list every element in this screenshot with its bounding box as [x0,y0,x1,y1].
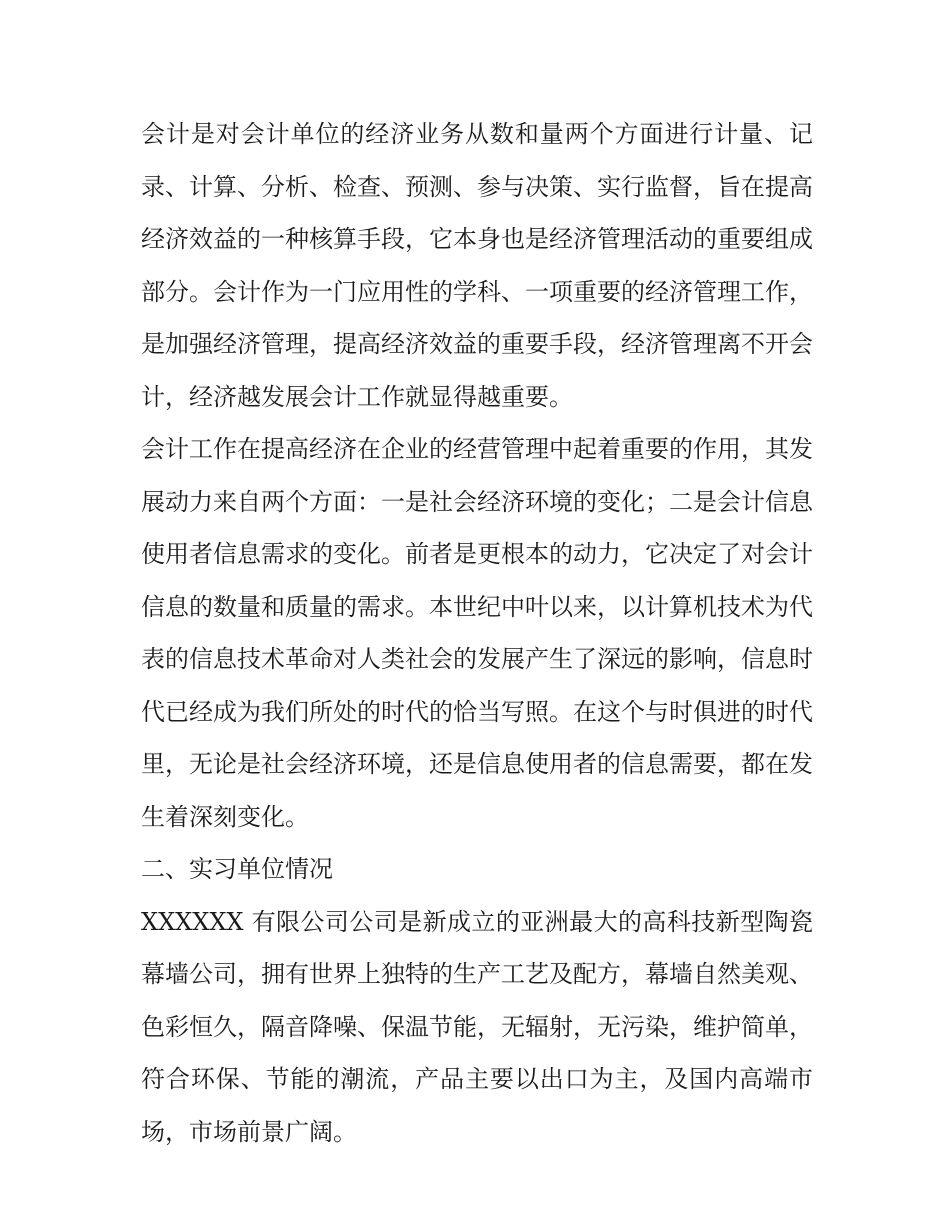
paragraph-company-description: XXXXXX 有限公司公司是新成立的亚洲最大的高科技新型陶瓷幕墙公司，拥有世界上独特的生产工艺及配方，幕墙自然美观、色彩恒久，隔音降噪、保温节能，无辐射，无污染，维护简单，符合环保、节能的潮流，产品主要以出口为主，及国内高端市场，市场前景广阔。 [141,907,813,1146]
paragraph-accounting-definition: 会计是对会计单位的经济业务从数和量两个方面进行计量、记录、计算、分析、检查、预测、参与决策、实行监督，旨在提高经济效益的一种核算手段，它本身也是经济管理活动的重要组成部分。会计作为一门应用性的学科、一项重要的经济管理工作，是加强经济管理，提高经济效益的重要手段，经济管理离不开会计，经济越发展会计工作就显得越重要。 [141,120,813,411]
paragraph-accounting-development: 会计工作在提高经济在企业的经营管理中起着重要的作用，其发展动力来自两个方面：一是社会经济环境的变化；二是会计信息使用者信息需求的变化。前者是更根本的动力，它决定了对会计信息的数量和质量的需求。本世纪中叶以来，以计算机技术为代表的信息技术革命对人类社会的发展产生了深远的影响，信息时代已经成为我们所处的时代的恰当写照。在这个与时俱进的时代里，无论是社会经济环境，还是信息使用者的信息需要，都在发生着深刻变化。 [141,435,813,831]
document-body [141,108,813,1158]
section-heading: 二、实习单位情况 [141,855,333,883]
